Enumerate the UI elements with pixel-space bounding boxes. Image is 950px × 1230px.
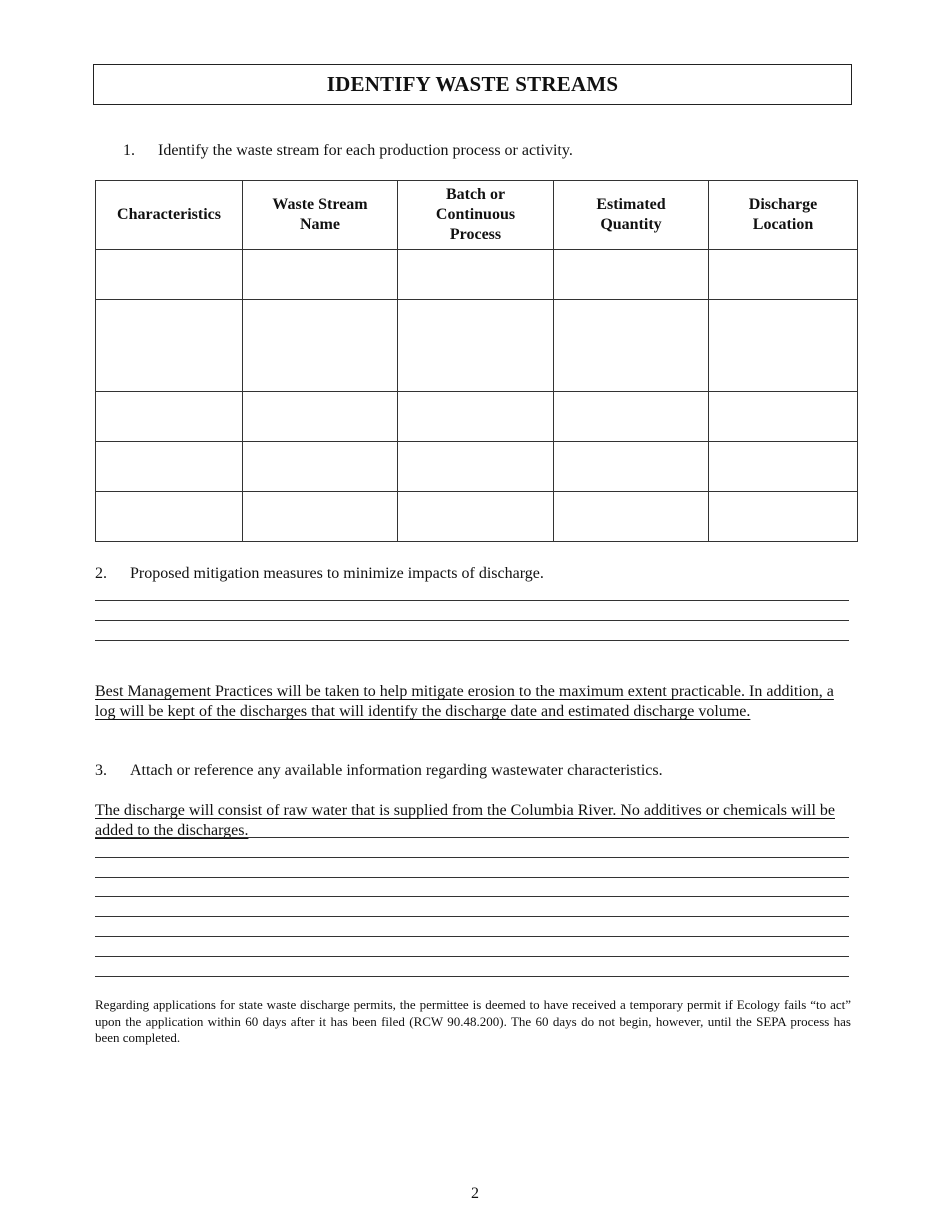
question-1-text: Identify the waste stream for each production process or activity. bbox=[158, 142, 573, 159]
table-cell[interactable] bbox=[554, 392, 709, 442]
table-cell[interactable] bbox=[709, 492, 858, 542]
table-cell[interactable] bbox=[96, 250, 243, 300]
table-cell[interactable] bbox=[398, 442, 554, 492]
answer-line bbox=[95, 877, 849, 878]
answer-line bbox=[95, 600, 849, 601]
answer-line bbox=[95, 896, 849, 897]
table-cell[interactable] bbox=[709, 442, 858, 492]
answer-line bbox=[95, 857, 849, 858]
table-cell[interactable] bbox=[243, 250, 398, 300]
question-2-text: Proposed mitigation measures to minimize impacts of discharge. bbox=[130, 565, 544, 582]
table-cell[interactable] bbox=[709, 300, 858, 392]
table-cell[interactable] bbox=[243, 300, 398, 392]
table-cell[interactable] bbox=[398, 250, 554, 300]
answer-line bbox=[95, 956, 849, 957]
answer-line bbox=[95, 916, 849, 917]
table-cell[interactable] bbox=[554, 442, 709, 492]
table-row bbox=[96, 442, 858, 492]
table-cell[interactable] bbox=[709, 392, 858, 442]
question-2-number: 2. bbox=[95, 565, 107, 582]
table-cell[interactable] bbox=[243, 442, 398, 492]
table-row bbox=[96, 250, 858, 300]
header-batch-or-continuous-process: Batch or Continuous Process bbox=[398, 181, 554, 250]
question-3 bbox=[95, 761, 663, 781]
table-row bbox=[96, 492, 858, 542]
table-cell[interactable] bbox=[398, 492, 554, 542]
table-header-row bbox=[96, 181, 858, 250]
table-cell[interactable] bbox=[243, 492, 398, 542]
question-3-answer: The discharge will consist of raw water that is supplied from the Columbia River. No additives or chemicals will be added to the discharges. bbox=[95, 802, 835, 839]
question-3-number: 3. bbox=[95, 762, 107, 779]
table-cell[interactable] bbox=[398, 300, 554, 392]
header-estimated-quantity: Estimated Quantity bbox=[554, 181, 709, 250]
table-cell[interactable] bbox=[243, 392, 398, 442]
answer-line bbox=[95, 976, 849, 977]
table-row bbox=[96, 300, 858, 392]
page-number: 2 bbox=[471, 1185, 479, 1202]
waste-streams-table bbox=[95, 180, 858, 542]
table-cell[interactable] bbox=[96, 492, 243, 542]
table-cell[interactable] bbox=[398, 392, 554, 442]
table-row bbox=[96, 392, 858, 442]
answer-line bbox=[95, 936, 849, 937]
table-cell[interactable] bbox=[554, 492, 709, 542]
question-3-text: Attach or reference any available information regarding wastewater characteristics. bbox=[130, 762, 663, 779]
question-2-answer: Best Management Practices will be taken to help mitigate erosion to the maximum extent practicable. In addition, a log will be kept of the discharges that will identify the discharge date and estimated discharge volume. bbox=[95, 683, 834, 720]
table-cell[interactable] bbox=[554, 250, 709, 300]
page-title: IDENTIFY WASTE STREAMS bbox=[326, 72, 619, 96]
table-cell[interactable] bbox=[96, 442, 243, 492]
answer-line bbox=[95, 640, 849, 641]
footnote: Regarding applications for state waste discharge permits, the permittee is deemed to have received a temporary permit if Ecology fails “to act” upon the application within 60 days after it has been filed (RCW 90.48.200). The 60 days do not begin, however, until the SEPA process has been completed. bbox=[95, 997, 851, 1045]
question-2 bbox=[95, 564, 544, 584]
header-discharge-location: Discharge Location bbox=[709, 181, 858, 250]
section-title-box bbox=[93, 64, 852, 105]
header-characteristics: Characteristics bbox=[96, 181, 243, 250]
header-waste-stream-name: Waste Stream Name bbox=[243, 181, 398, 250]
question-1-number: 1. bbox=[123, 142, 135, 159]
table-cell[interactable] bbox=[96, 392, 243, 442]
table-cell[interactable] bbox=[96, 300, 243, 392]
answer-line bbox=[95, 620, 849, 621]
table-cell[interactable] bbox=[709, 250, 858, 300]
answer-line bbox=[95, 837, 849, 838]
table-cell[interactable] bbox=[554, 300, 709, 392]
question-1 bbox=[123, 141, 573, 161]
